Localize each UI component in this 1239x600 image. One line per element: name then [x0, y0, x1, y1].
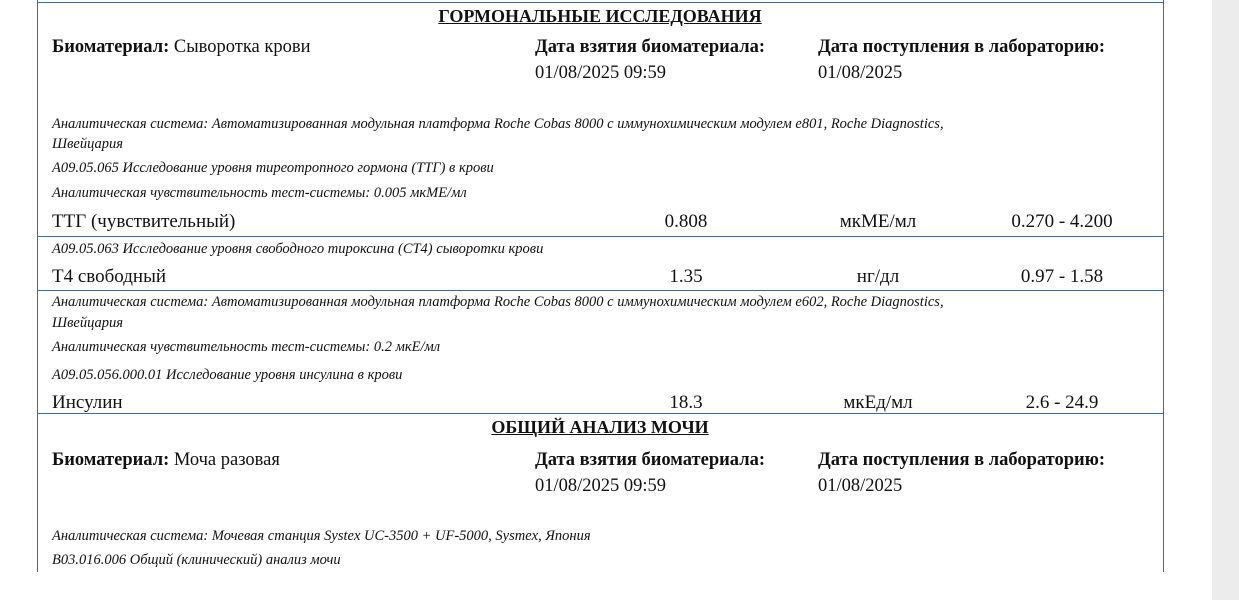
divider	[37, 2, 1164, 3]
result-name: ТТГ (чувствительный)	[52, 211, 236, 232]
biomaterial-value: Моча разовая	[173, 450, 280, 470]
divider	[37, 236, 1164, 237]
result-name: Т4 свободный	[52, 266, 167, 287]
result-range: 0.97 - 1.58	[1020, 266, 1104, 287]
biomaterial-field	[52, 37, 311, 58]
biomaterial-label: Биоматериал:	[52, 450, 170, 470]
analytic-system-note-cont: Швейцария	[52, 315, 124, 331]
analytic-system-note: Аналитическая система: Автоматизированная модульная платформа Roche Cobas 8000 с иммунохимическим модулем e602, Roche Diagnostics,	[52, 294, 944, 310]
test-code: B03.016.006 Общий (клинический) анализ мочи	[52, 552, 341, 568]
date-received-value: 01/08/2025	[818, 63, 903, 83]
result-range: 0.270 - 4.200	[1011, 211, 1113, 232]
date-received-value: 01/08/2025	[818, 476, 903, 496]
biomaterial-label: Биоматериал:	[52, 37, 170, 57]
date-received-label: Дата поступления в лабораторию:	[818, 450, 1106, 470]
result-value: 1.35	[669, 266, 703, 287]
test-code: A09.05.065 Исследование уровня тиреотропного гормона (ТТГ) в крови	[52, 160, 494, 176]
test-code: A09.05.056.000.01 Исследование уровня инсулина в крови	[52, 367, 403, 383]
result-name: Инсулин	[52, 392, 123, 413]
result-value: 0.808	[664, 211, 708, 232]
result-unit: мкМЕ/мл	[839, 211, 917, 232]
frame-right-border	[1163, 0, 1164, 572]
analytic-system-note-cont: Швейцария	[52, 136, 124, 152]
result-unit: мкЕд/мл	[843, 392, 913, 413]
biomaterial-field	[52, 450, 280, 471]
test-code: A09.05.063 Исследование уровня свободного тироксина (СТ4) сыворотки крови	[52, 241, 544, 257]
sensitivity-note: Аналитическая чувствительность тест-системы: 0.2 мкЕ/мл	[52, 339, 441, 355]
sensitivity-note: Аналитическая чувствительность тест-системы: 0.005 мкМЕ/мл	[52, 185, 467, 201]
date-received-label: Дата поступления в лабораторию:	[818, 37, 1106, 57]
date-taken-value: 01/08/2025 09:59	[535, 63, 667, 83]
section-title-hormonal: ГОРМОНАЛЬНЫЕ ИССЛЕДОВАНИЯ	[438, 6, 762, 26]
date-taken-label: Дата взятия биоматериала:	[535, 37, 766, 57]
result-unit: нг/дл	[856, 266, 900, 287]
analytic-system-note: Аналитическая система: Мочевая станция Systex UC-3500 + UF-5000, Sysmex, Япония	[52, 528, 591, 544]
date-taken-value: 01/08/2025 09:59	[535, 476, 667, 496]
biomaterial-value: Сыворотка крови	[173, 37, 311, 57]
page-edge-shadow	[1212, 0, 1239, 600]
divider	[37, 290, 1164, 291]
analytic-system-note: Аналитическая система: Автоматизированная модульная платформа Roche Cobas 8000 с иммунохимическим модулем e801, Roche Diagnostics,	[52, 116, 944, 132]
result-range: 2.6 - 24.9	[1025, 392, 1099, 413]
result-value: 18.3	[669, 392, 703, 413]
date-taken-label: Дата взятия биоматериала:	[535, 450, 766, 470]
frame-left-border	[37, 0, 38, 572]
section-title-urine: ОБЩИЙ АНАЛИЗ МОЧИ	[491, 417, 709, 437]
